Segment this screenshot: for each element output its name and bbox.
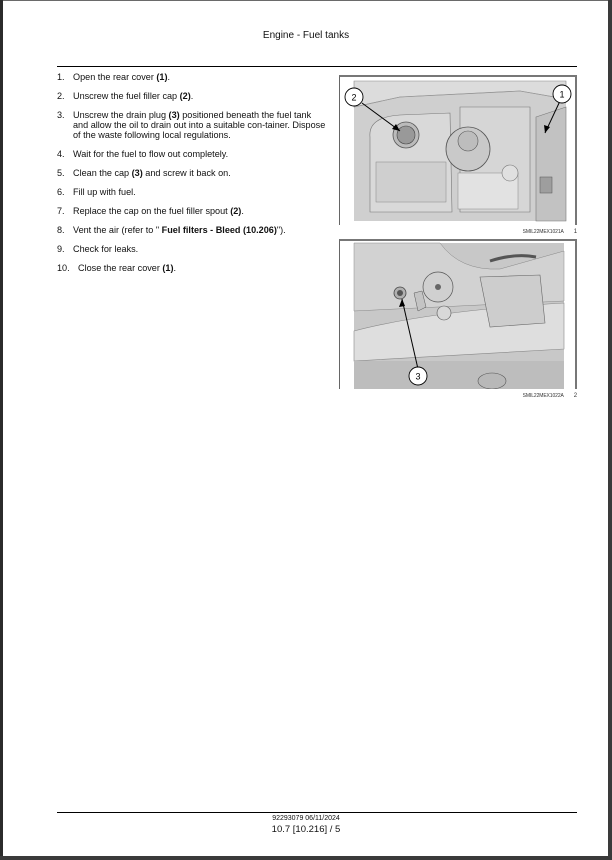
figure-2-image: [339, 239, 577, 389]
step-text: and screw it back on.: [142, 168, 231, 179]
procedure-step: [57, 225, 327, 235]
header-divider: [57, 66, 577, 67]
procedure-step: [57, 187, 327, 197]
procedure-step: [57, 149, 327, 159]
step-reference: (1): [162, 263, 174, 274]
step-text: Vent the air (refer to ": [73, 225, 162, 236]
procedure-step: [57, 168, 327, 178]
svg-text:1: 1: [559, 89, 565, 100]
step-text: Wait for the fuel to flow out completely.: [73, 149, 229, 160]
step-text: ").: [276, 225, 286, 236]
footer-divider: [57, 812, 577, 813]
procedure-step: [57, 244, 327, 254]
figure-2-caption: [523, 393, 577, 399]
step-number: 10.: [57, 263, 70, 274]
step-text: .: [190, 91, 194, 101]
step-reference: Fuel filters - Bleed (10.206): [161, 225, 277, 236]
procedure-step: [57, 110, 327, 141]
figure-1-number: 1: [573, 229, 577, 235]
step-number: 8.: [57, 225, 65, 236]
step-number: 2.: [57, 91, 65, 101]
step-number: 4.: [57, 149, 65, 160]
step-text: .: [241, 206, 244, 217]
page-number: 10.7 [10.216] / 5: [271, 824, 341, 835]
step-number: 3.: [57, 110, 65, 120]
page-frame-top: [3, 0, 608, 1]
step-number: 1.: [57, 72, 65, 82]
procedure-step: [57, 72, 327, 82]
figure-1-caption: [523, 229, 577, 235]
step-text: Close the rear cover: [78, 263, 163, 274]
procedure-step: [57, 206, 327, 216]
callout-3: [409, 367, 427, 385]
step-text: positioned beneath the fuel tank and allow the oil to drain out into a suitable con-tainer. Dispose of the waste following local regulations.: [73, 110, 326, 141]
callout-2: [345, 88, 363, 106]
step-text: Unscrew the drain plug: [73, 110, 169, 120]
procedure-steps: [57, 72, 327, 282]
svg-text:2: 2: [351, 92, 357, 103]
page-frame-bottom: [0, 856, 612, 860]
figure-1: [339, 75, 577, 237]
step-reference: (1): [156, 72, 168, 82]
procedure-step: [57, 263, 327, 273]
figure-2-number: 2: [573, 393, 577, 399]
document-code: 92293079 06/11/2024: [272, 815, 340, 822]
step-text: Replace the cap on the fuel filler spout: [73, 206, 231, 217]
step-number: 5.: [57, 168, 65, 179]
fuel-tank-illustration: [340, 77, 576, 225]
step-text: Open the rear cover: [73, 72, 157, 82]
step-reference: (3): [131, 168, 143, 179]
figure-1-image: [339, 75, 577, 225]
step-text: Fill up with fuel.: [73, 187, 136, 198]
procedure-step: [57, 91, 327, 101]
step-number: 9.: [57, 244, 65, 255]
page-frame-left: [0, 0, 3, 860]
page-title: Engine - Fuel tanks: [262, 30, 350, 41]
step-number: 7.: [57, 206, 65, 217]
figure-1-code: SMIL22MEX1021A: [522, 229, 564, 235]
callout-1: [553, 85, 571, 103]
step-number: 6.: [57, 187, 65, 198]
drain-plug-illustration: [340, 241, 576, 389]
step-reference: (2): [179, 91, 191, 101]
figure-2-code: SMIL22MEX1022A: [522, 393, 564, 399]
step-text: Clean the cap: [73, 168, 132, 179]
step-reference: (3): [168, 110, 180, 120]
svg-text:3: 3: [415, 371, 421, 382]
step-text: Unscrew the fuel filler cap: [73, 91, 180, 101]
step-reference: (2): [230, 206, 242, 217]
step-text: .: [167, 72, 171, 82]
step-text: .: [173, 263, 177, 274]
page-frame-right: [608, 0, 612, 860]
step-text: Check for leaks.: [73, 244, 139, 255]
figure-2: [339, 239, 577, 402]
